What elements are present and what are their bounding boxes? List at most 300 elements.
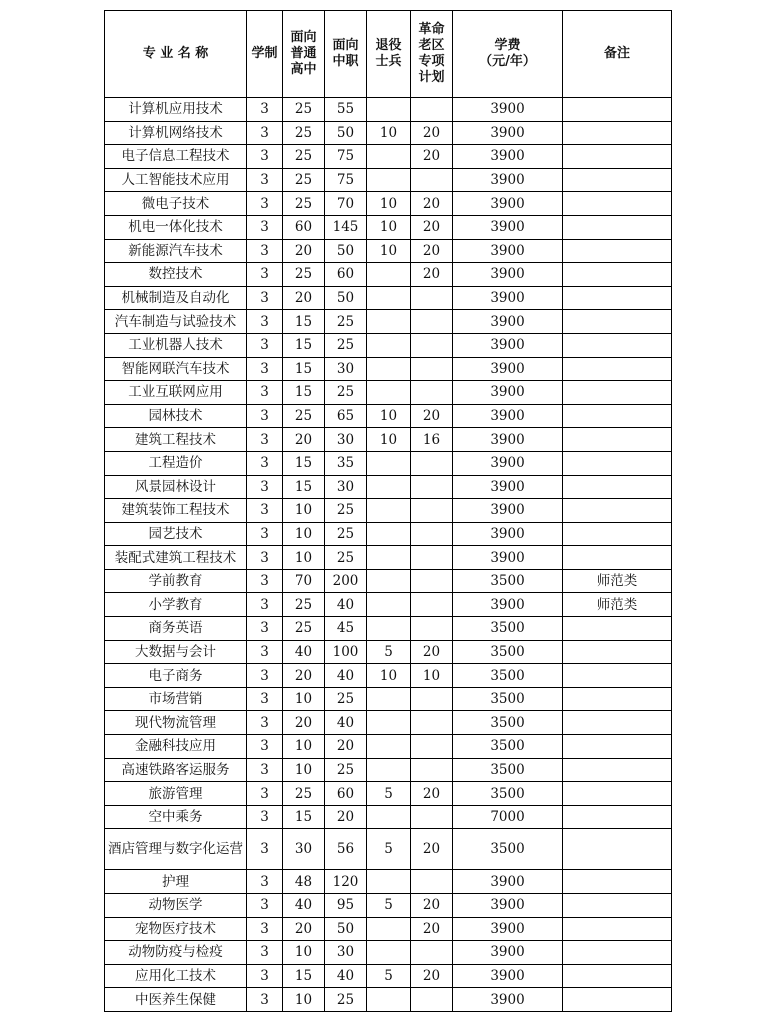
cell-remarks <box>563 263 672 287</box>
cell-years: 3 <box>247 310 283 334</box>
cell-major: 风景园林设计 <box>105 475 247 499</box>
cell-old-revolutionary-area <box>411 333 453 357</box>
table-row <box>105 687 672 711</box>
cell-tuition: 3900 <box>453 428 563 452</box>
cell-major: 旅游管理 <box>105 782 247 806</box>
cell-years: 3 <box>247 988 283 1012</box>
cell-years: 3 <box>247 98 283 122</box>
enrollment-plan-table <box>104 10 672 1012</box>
cell-vocational-school: 25 <box>325 522 367 546</box>
cell-old-revolutionary-area <box>411 451 453 475</box>
cell-remarks <box>563 499 672 523</box>
cell-general-high-school: 25 <box>283 263 325 287</box>
table-row <box>105 263 672 287</box>
cell-years: 3 <box>247 333 283 357</box>
cell-years: 3 <box>247 404 283 428</box>
cell-veterans: 5 <box>367 782 411 806</box>
cell-general-high-school: 25 <box>283 168 325 192</box>
cell-general-high-school: 20 <box>283 286 325 310</box>
cell-years: 3 <box>247 381 283 405</box>
cell-vocational-school: 25 <box>325 988 367 1012</box>
cell-veterans <box>367 546 411 570</box>
cell-major: 工程造价 <box>105 451 247 475</box>
cell-tuition: 3900 <box>453 168 563 192</box>
cell-major: 机械制造及自动化 <box>105 286 247 310</box>
cell-remarks <box>563 546 672 570</box>
cell-old-revolutionary-area: 10 <box>411 664 453 688</box>
cell-tuition: 3900 <box>453 192 563 216</box>
cell-vocational-school: 30 <box>325 475 367 499</box>
table-row <box>105 522 672 546</box>
cell-tuition: 3900 <box>453 333 563 357</box>
cell-years: 3 <box>247 475 283 499</box>
table-row <box>105 98 672 122</box>
cell-tuition: 3900 <box>453 988 563 1012</box>
cell-general-high-school: 15 <box>283 310 325 334</box>
cell-vocational-school: 55 <box>325 98 367 122</box>
cell-old-revolutionary-area <box>411 357 453 381</box>
cell-remarks <box>563 894 672 918</box>
cell-veterans: 10 <box>367 121 411 145</box>
header-years: 学制 <box>247 11 283 98</box>
cell-tuition: 3900 <box>453 404 563 428</box>
cell-old-revolutionary-area <box>411 522 453 546</box>
cell-veterans: 10 <box>367 664 411 688</box>
cell-old-revolutionary-area <box>411 546 453 570</box>
cell-tuition: 3900 <box>453 381 563 405</box>
cell-years: 3 <box>247 546 283 570</box>
cell-remarks <box>563 475 672 499</box>
cell-vocational-school: 75 <box>325 168 367 192</box>
cell-general-high-school: 20 <box>283 664 325 688</box>
cell-general-high-school: 10 <box>283 687 325 711</box>
cell-major: 学前教育 <box>105 569 247 593</box>
table-row <box>105 894 672 918</box>
cell-general-high-school: 10 <box>283 499 325 523</box>
cell-vocational-school: 40 <box>325 664 367 688</box>
cell-remarks <box>563 664 672 688</box>
cell-tuition: 3500 <box>453 829 563 870</box>
cell-tuition: 3900 <box>453 357 563 381</box>
cell-old-revolutionary-area: 20 <box>411 215 453 239</box>
cell-remarks: 师范类 <box>563 569 672 593</box>
cell-general-high-school: 15 <box>283 333 325 357</box>
cell-major: 宠物医疗技术 <box>105 917 247 941</box>
cell-vocational-school: 40 <box>325 711 367 735</box>
cell-general-high-school: 25 <box>283 404 325 428</box>
cell-old-revolutionary-area: 20 <box>411 239 453 263</box>
cell-old-revolutionary-area <box>411 98 453 122</box>
cell-veterans: 10 <box>367 239 411 263</box>
cell-remarks <box>563 145 672 169</box>
cell-old-revolutionary-area <box>411 988 453 1012</box>
table-row <box>105 239 672 263</box>
cell-vocational-school: 70 <box>325 192 367 216</box>
cell-tuition: 3900 <box>453 263 563 287</box>
cell-vocational-school: 35 <box>325 451 367 475</box>
cell-remarks <box>563 310 672 334</box>
cell-years: 3 <box>247 782 283 806</box>
cell-old-revolutionary-area <box>411 735 453 759</box>
cell-general-high-school: 15 <box>283 451 325 475</box>
cell-old-revolutionary-area <box>411 711 453 735</box>
cell-tuition: 7000 <box>453 805 563 829</box>
header-general-high-school: 面向 普通 高中 <box>283 11 325 98</box>
cell-remarks <box>563 988 672 1012</box>
cell-vocational-school: 145 <box>325 215 367 239</box>
cell-years: 3 <box>247 451 283 475</box>
cell-major: 空中乘务 <box>105 805 247 829</box>
table-row <box>105 593 672 617</box>
cell-vocational-school: 65 <box>325 404 367 428</box>
cell-remarks <box>563 805 672 829</box>
cell-major: 建筑装饰工程技术 <box>105 499 247 523</box>
cell-veterans <box>367 475 411 499</box>
cell-remarks <box>563 121 672 145</box>
cell-vocational-school: 100 <box>325 640 367 664</box>
cell-years: 3 <box>247 569 283 593</box>
cell-remarks <box>563 617 672 641</box>
cell-remarks <box>563 687 672 711</box>
table-row <box>105 310 672 334</box>
cell-veterans <box>367 263 411 287</box>
cell-major: 动物医学 <box>105 894 247 918</box>
cell-veterans <box>367 711 411 735</box>
cell-general-high-school: 25 <box>283 782 325 806</box>
cell-general-high-school: 25 <box>283 145 325 169</box>
cell-years: 3 <box>247 192 283 216</box>
cell-veterans <box>367 941 411 965</box>
cell-old-revolutionary-area: 20 <box>411 917 453 941</box>
table-row <box>105 121 672 145</box>
cell-years: 3 <box>247 640 283 664</box>
cell-years: 3 <box>247 894 283 918</box>
cell-tuition: 3900 <box>453 546 563 570</box>
cell-general-high-school: 40 <box>283 894 325 918</box>
cell-veterans: 5 <box>367 964 411 988</box>
table-row <box>105 192 672 216</box>
cell-tuition: 3900 <box>453 451 563 475</box>
cell-veterans <box>367 687 411 711</box>
cell-remarks <box>563 917 672 941</box>
cell-general-high-school: 10 <box>283 988 325 1012</box>
cell-old-revolutionary-area: 20 <box>411 404 453 428</box>
cell-major: 酒店管理与数字化运营 <box>105 829 247 870</box>
table-row <box>105 569 672 593</box>
cell-tuition: 3900 <box>453 239 563 263</box>
cell-years: 3 <box>247 522 283 546</box>
cell-veterans <box>367 569 411 593</box>
table-row <box>105 286 672 310</box>
cell-vocational-school: 25 <box>325 546 367 570</box>
cell-major: 市场营销 <box>105 687 247 711</box>
cell-tuition: 3900 <box>453 310 563 334</box>
table-row <box>105 711 672 735</box>
cell-old-revolutionary-area <box>411 687 453 711</box>
cell-vocational-school: 30 <box>325 357 367 381</box>
cell-years: 3 <box>247 263 283 287</box>
cell-years: 3 <box>247 428 283 452</box>
cell-remarks <box>563 98 672 122</box>
cell-old-revolutionary-area <box>411 870 453 894</box>
cell-vocational-school: 56 <box>325 829 367 870</box>
cell-veterans <box>367 357 411 381</box>
cell-years: 3 <box>247 617 283 641</box>
cell-remarks <box>563 215 672 239</box>
table-row <box>105 475 672 499</box>
cell-veterans <box>367 522 411 546</box>
cell-old-revolutionary-area: 20 <box>411 640 453 664</box>
table-row <box>105 758 672 782</box>
table-body <box>105 98 672 1012</box>
cell-veterans <box>367 617 411 641</box>
cell-veterans <box>367 98 411 122</box>
cell-general-high-school: 30 <box>283 829 325 870</box>
cell-remarks <box>563 829 672 870</box>
cell-major: 建筑工程技术 <box>105 428 247 452</box>
cell-vocational-school: 25 <box>325 499 367 523</box>
cell-general-high-school: 40 <box>283 640 325 664</box>
cell-general-high-school: 15 <box>283 964 325 988</box>
cell-veterans: 10 <box>367 192 411 216</box>
table-row <box>105 964 672 988</box>
cell-years: 3 <box>247 829 283 870</box>
cell-veterans: 10 <box>367 404 411 428</box>
cell-years: 3 <box>247 711 283 735</box>
cell-vocational-school: 50 <box>325 239 367 263</box>
cell-tuition: 3900 <box>453 522 563 546</box>
cell-veterans <box>367 168 411 192</box>
cell-veterans: 5 <box>367 829 411 870</box>
table-row <box>105 870 672 894</box>
cell-vocational-school: 20 <box>325 735 367 759</box>
cell-major: 电子信息工程技术 <box>105 145 247 169</box>
cell-general-high-school: 20 <box>283 711 325 735</box>
cell-tuition: 3500 <box>453 758 563 782</box>
table-row <box>105 941 672 965</box>
cell-vocational-school: 25 <box>325 381 367 405</box>
cell-tuition: 3500 <box>453 569 563 593</box>
cell-tuition: 3500 <box>453 782 563 806</box>
cell-vocational-school: 120 <box>325 870 367 894</box>
cell-tuition: 3900 <box>453 121 563 145</box>
table-row <box>105 145 672 169</box>
cell-veterans <box>367 451 411 475</box>
cell-years: 3 <box>247 941 283 965</box>
cell-remarks <box>563 941 672 965</box>
cell-veterans: 5 <box>367 894 411 918</box>
cell-general-high-school: 15 <box>283 475 325 499</box>
cell-old-revolutionary-area <box>411 475 453 499</box>
cell-major: 中医养生保健 <box>105 988 247 1012</box>
cell-major: 装配式建筑工程技术 <box>105 546 247 570</box>
cell-years: 3 <box>247 499 283 523</box>
cell-remarks <box>563 735 672 759</box>
cell-tuition: 3900 <box>453 870 563 894</box>
cell-years: 3 <box>247 215 283 239</box>
cell-years: 3 <box>247 121 283 145</box>
cell-major: 金融科技应用 <box>105 735 247 759</box>
cell-tuition: 3900 <box>453 941 563 965</box>
cell-major: 大数据与会计 <box>105 640 247 664</box>
cell-old-revolutionary-area: 20 <box>411 192 453 216</box>
cell-major: 电子商务 <box>105 664 247 688</box>
cell-old-revolutionary-area: 20 <box>411 145 453 169</box>
cell-vocational-school: 45 <box>325 617 367 641</box>
cell-major: 园艺技术 <box>105 522 247 546</box>
cell-major: 微电子技术 <box>105 192 247 216</box>
cell-general-high-school: 15 <box>283 381 325 405</box>
cell-vocational-school: 95 <box>325 894 367 918</box>
cell-vocational-school: 60 <box>325 782 367 806</box>
cell-remarks <box>563 192 672 216</box>
table-row <box>105 215 672 239</box>
header-row <box>105 11 672 98</box>
cell-veterans <box>367 735 411 759</box>
cell-general-high-school: 10 <box>283 941 325 965</box>
cell-vocational-school: 25 <box>325 310 367 334</box>
cell-veterans <box>367 310 411 334</box>
cell-remarks <box>563 758 672 782</box>
cell-vocational-school: 40 <box>325 964 367 988</box>
cell-veterans <box>367 593 411 617</box>
cell-old-revolutionary-area <box>411 310 453 334</box>
table-row <box>105 805 672 829</box>
cell-general-high-school: 10 <box>283 546 325 570</box>
cell-years: 3 <box>247 758 283 782</box>
cell-general-high-school: 10 <box>283 522 325 546</box>
cell-major: 计算机应用技术 <box>105 98 247 122</box>
header-vocational-school: 面向 中职 <box>325 11 367 98</box>
table-row <box>105 640 672 664</box>
cell-remarks <box>563 451 672 475</box>
cell-old-revolutionary-area <box>411 941 453 965</box>
cell-years: 3 <box>247 870 283 894</box>
table-row <box>105 168 672 192</box>
cell-years: 3 <box>247 735 283 759</box>
cell-major: 计算机网络技术 <box>105 121 247 145</box>
table-row <box>105 617 672 641</box>
cell-veterans <box>367 870 411 894</box>
cell-years: 3 <box>247 168 283 192</box>
cell-veterans <box>367 286 411 310</box>
cell-general-high-school: 25 <box>283 617 325 641</box>
cell-major: 新能源汽车技术 <box>105 239 247 263</box>
cell-remarks <box>563 522 672 546</box>
cell-remarks <box>563 333 672 357</box>
cell-major: 商务英语 <box>105 617 247 641</box>
cell-veterans <box>367 758 411 782</box>
cell-old-revolutionary-area <box>411 758 453 782</box>
table-row <box>105 546 672 570</box>
cell-years: 3 <box>247 239 283 263</box>
cell-veterans <box>367 805 411 829</box>
cell-major: 小学教育 <box>105 593 247 617</box>
cell-old-revolutionary-area <box>411 617 453 641</box>
cell-remarks <box>563 428 672 452</box>
cell-veterans <box>367 381 411 405</box>
table-header <box>105 11 672 98</box>
cell-major: 动物防疫与检疫 <box>105 941 247 965</box>
cell-years: 3 <box>247 917 283 941</box>
cell-remarks <box>563 168 672 192</box>
table-row <box>105 917 672 941</box>
header-remarks: 备注 <box>563 11 672 98</box>
cell-tuition: 3900 <box>453 98 563 122</box>
cell-old-revolutionary-area: 20 <box>411 121 453 145</box>
cell-general-high-school: 25 <box>283 121 325 145</box>
cell-veterans: 10 <box>367 428 411 452</box>
cell-years: 3 <box>247 145 283 169</box>
cell-major: 数控技术 <box>105 263 247 287</box>
table-row <box>105 782 672 806</box>
cell-general-high-school: 15 <box>283 357 325 381</box>
header-old-revolutionary-area: 革命 老区 专项 计划 <box>411 11 453 98</box>
table-row <box>105 381 672 405</box>
cell-veterans <box>367 333 411 357</box>
cell-remarks <box>563 870 672 894</box>
cell-remarks <box>563 286 672 310</box>
cell-remarks <box>563 711 672 735</box>
cell-major: 智能网联汽车技术 <box>105 357 247 381</box>
cell-vocational-school: 25 <box>325 758 367 782</box>
cell-old-revolutionary-area <box>411 381 453 405</box>
cell-remarks <box>563 381 672 405</box>
cell-tuition: 3500 <box>453 640 563 664</box>
cell-tuition: 3900 <box>453 475 563 499</box>
cell-tuition: 3500 <box>453 711 563 735</box>
cell-veterans: 10 <box>367 215 411 239</box>
cell-vocational-school: 30 <box>325 428 367 452</box>
cell-tuition: 3500 <box>453 735 563 759</box>
table-row <box>105 499 672 523</box>
cell-major: 现代物流管理 <box>105 711 247 735</box>
cell-old-revolutionary-area: 20 <box>411 263 453 287</box>
cell-general-high-school: 20 <box>283 239 325 263</box>
table-row <box>105 664 672 688</box>
cell-vocational-school: 20 <box>325 805 367 829</box>
cell-vocational-school: 50 <box>325 121 367 145</box>
cell-major: 机电一体化技术 <box>105 215 247 239</box>
cell-general-high-school: 48 <box>283 870 325 894</box>
cell-tuition: 3900 <box>453 964 563 988</box>
cell-tuition: 3900 <box>453 593 563 617</box>
cell-major: 护理 <box>105 870 247 894</box>
cell-veterans <box>367 917 411 941</box>
cell-remarks <box>563 239 672 263</box>
table-row <box>105 451 672 475</box>
cell-old-revolutionary-area: 20 <box>411 782 453 806</box>
cell-old-revolutionary-area: 16 <box>411 428 453 452</box>
cell-veterans <box>367 988 411 1012</box>
cell-general-high-school: 20 <box>283 917 325 941</box>
header-veterans: 退役 士兵 <box>367 11 411 98</box>
cell-old-revolutionary-area: 20 <box>411 964 453 988</box>
cell-general-high-school: 25 <box>283 98 325 122</box>
cell-vocational-school: 50 <box>325 917 367 941</box>
cell-major: 园林技术 <box>105 404 247 428</box>
cell-vocational-school: 75 <box>325 145 367 169</box>
cell-tuition: 3900 <box>453 215 563 239</box>
cell-vocational-school: 60 <box>325 263 367 287</box>
table-row <box>105 829 672 870</box>
cell-tuition: 3500 <box>453 617 563 641</box>
cell-years: 3 <box>247 286 283 310</box>
header-major: 专 业 名 称 <box>105 11 247 98</box>
cell-remarks <box>563 782 672 806</box>
table-row <box>105 404 672 428</box>
cell-major: 应用化工技术 <box>105 964 247 988</box>
